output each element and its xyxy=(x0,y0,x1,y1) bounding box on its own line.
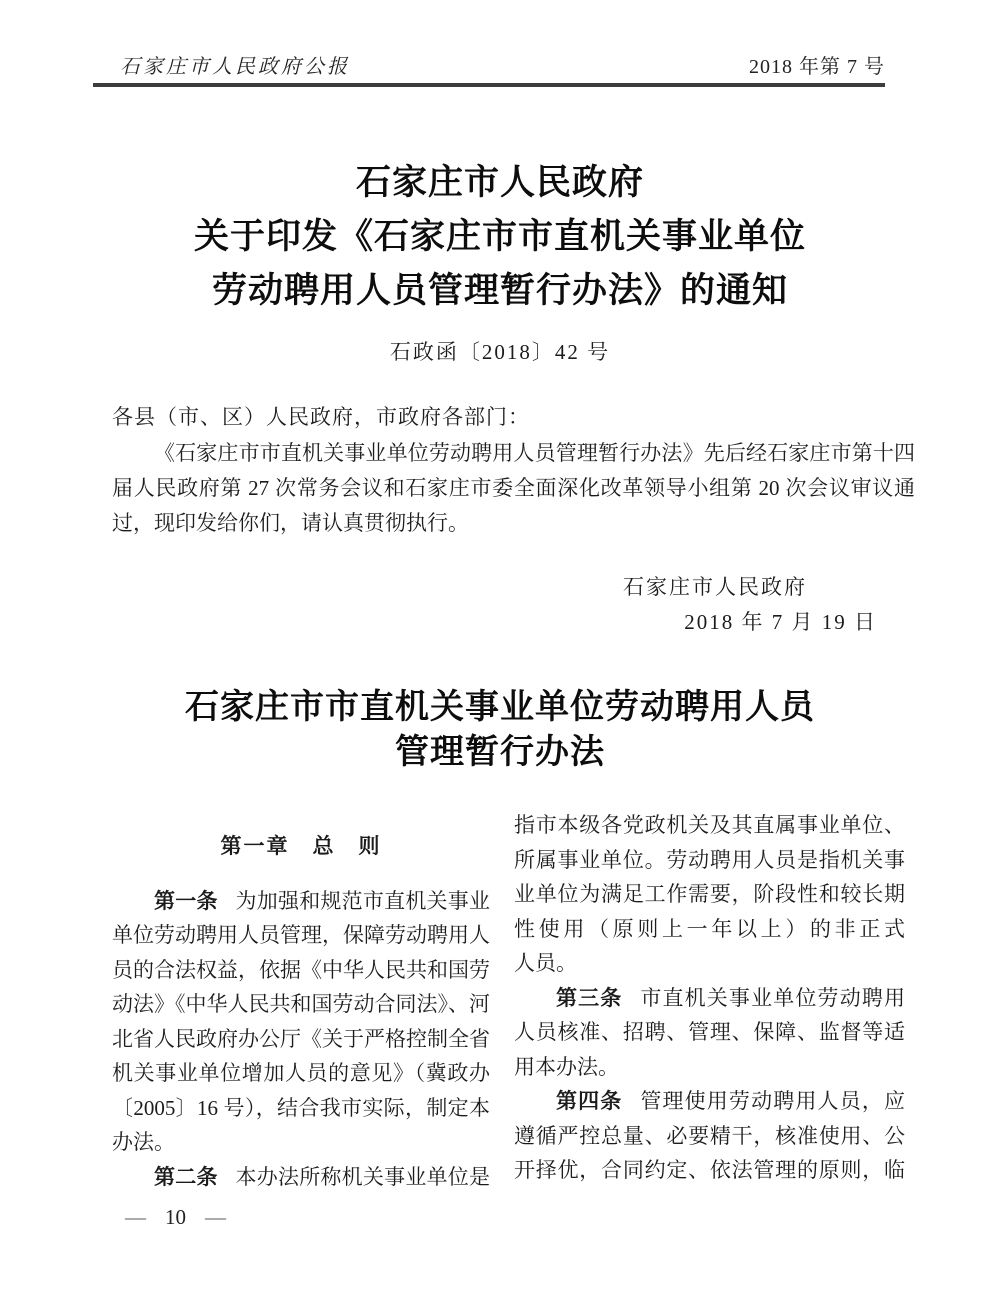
footer-dash-right: — xyxy=(205,1205,226,1229)
text-line xyxy=(514,1015,905,1050)
notice-title-line: 关于印发《石家庄市市直机关事业单位 xyxy=(193,217,806,256)
line-text: 《石家庄市市直机关事业单位劳动聘用人员管理暂行办法》先后经石家庄市第十四 xyxy=(154,441,915,465)
line-text: 员的合法权益，依据《中华人民共和国劳 xyxy=(112,957,490,982)
gazette-title: 石家庄市人民政府公报 xyxy=(120,56,350,78)
column-left xyxy=(112,808,490,1194)
line-text: 〔2005〕16 号），结合我市实际，制定本 xyxy=(112,1095,490,1120)
page-number: 10 xyxy=(165,1205,186,1229)
salutation-line: 各县（市、区）人民政府，市政府各部门： xyxy=(112,405,530,429)
line-text: 性使用（原则上一年以上）的非正式 xyxy=(514,916,905,941)
text-line xyxy=(112,1056,490,1091)
line-text: 第一章 总 则 xyxy=(220,834,382,858)
line-text: 管理使用劳动聘用人员，应 xyxy=(640,1089,906,1113)
notice-title-line: 石家庄市人民政府 xyxy=(355,163,644,202)
column-right xyxy=(514,808,905,1194)
line-text: 所属事业单位。劳动聘用人员是指机关事 xyxy=(514,847,905,872)
regulation-title-line: 石家庄市市直机关事业单位劳动聘用人员 xyxy=(185,689,815,726)
running-head xyxy=(120,50,885,79)
line-text: 开择优，合同约定、依法管理的原则，临 xyxy=(514,1158,905,1182)
text-line xyxy=(112,1091,490,1126)
line-text: 遵循严控总量、必要精干，核准使用、公 xyxy=(514,1123,905,1148)
text-line xyxy=(112,506,915,541)
regulation-title xyxy=(0,685,1000,775)
text-line xyxy=(112,987,490,1022)
line-text: 届人民政府第 27 次常务会议和石家庄市委全面深化改革领导小组第 20 次会议审议通 xyxy=(112,475,915,500)
text-line xyxy=(112,471,915,506)
line-text: 单位劳动聘用人员管理，保障劳动聘用人 xyxy=(112,923,490,947)
line-text: 业单位为满足工作需要，阶段性和较长期 xyxy=(514,882,905,906)
text-line xyxy=(514,1119,905,1154)
line-text: 人员。 xyxy=(514,951,577,975)
regulation-columns xyxy=(112,808,905,1194)
notice-body xyxy=(112,436,915,540)
line-text: 用本办法。 xyxy=(514,1054,619,1079)
article-label: 第四条 xyxy=(556,1089,623,1113)
chapter-heading xyxy=(112,829,490,864)
footer-dash-left: — xyxy=(125,1205,146,1229)
line-text: 市直机关事业单位劳动聘用 xyxy=(640,985,906,1010)
line-text: 为加强和规范市直机关事业 xyxy=(235,888,491,913)
line-text: 人员核准、招聘、管理、保障、监督等适 xyxy=(514,1020,905,1044)
line-text: 动法》《中华人民共和国劳动合同法》、河 xyxy=(112,992,490,1016)
regulation-title-line: 管理暂行办法 xyxy=(395,734,605,771)
text-line xyxy=(112,918,490,953)
line-text: 过，现印发给你们，请认真贯彻执行。 xyxy=(112,510,469,535)
text-line xyxy=(112,436,915,471)
signature-date: 2018 年 7 月 19 日 xyxy=(684,610,877,634)
line-text: 指市本级各党政机关及其直属事业单位、 xyxy=(514,813,905,837)
text-line xyxy=(514,843,905,878)
signature-block xyxy=(623,570,877,640)
document-number: 石政函〔2018〕42 号 xyxy=(389,340,611,364)
article-label: 第三条 xyxy=(556,985,623,1010)
header-rule xyxy=(93,83,885,87)
text-line xyxy=(112,1022,490,1057)
line-text: 北省人民政府办公厅《关于严格控制全省 xyxy=(112,1026,490,1051)
text-line xyxy=(514,877,905,912)
article-line xyxy=(514,981,905,1016)
article-line xyxy=(514,1084,905,1119)
signature-name: 石家庄市人民政府 xyxy=(623,575,807,599)
issue-number: 2018 年第 7 号 xyxy=(749,56,885,78)
article-label: 第二条 xyxy=(154,1164,218,1189)
text-line xyxy=(514,1153,905,1188)
notice-title xyxy=(0,156,1000,318)
notice-title-line: 劳动聘用人员管理暂行办法》的通知 xyxy=(211,271,788,310)
text-line xyxy=(514,946,905,981)
article-line xyxy=(112,884,490,919)
article-label: 第一条 xyxy=(154,888,218,913)
text-line xyxy=(112,953,490,988)
line-text: 本办法所称机关事业单位是 xyxy=(235,1164,491,1189)
text-line xyxy=(514,1050,905,1085)
line-text: 办法。 xyxy=(112,1130,175,1154)
line-text: 机关事业单位增加人员的意见》（冀政办 xyxy=(112,1061,490,1085)
article-line xyxy=(112,1160,490,1195)
text-line xyxy=(112,1125,490,1160)
page-footer xyxy=(125,1203,226,1231)
text-line xyxy=(514,912,905,947)
text-line xyxy=(514,808,905,843)
